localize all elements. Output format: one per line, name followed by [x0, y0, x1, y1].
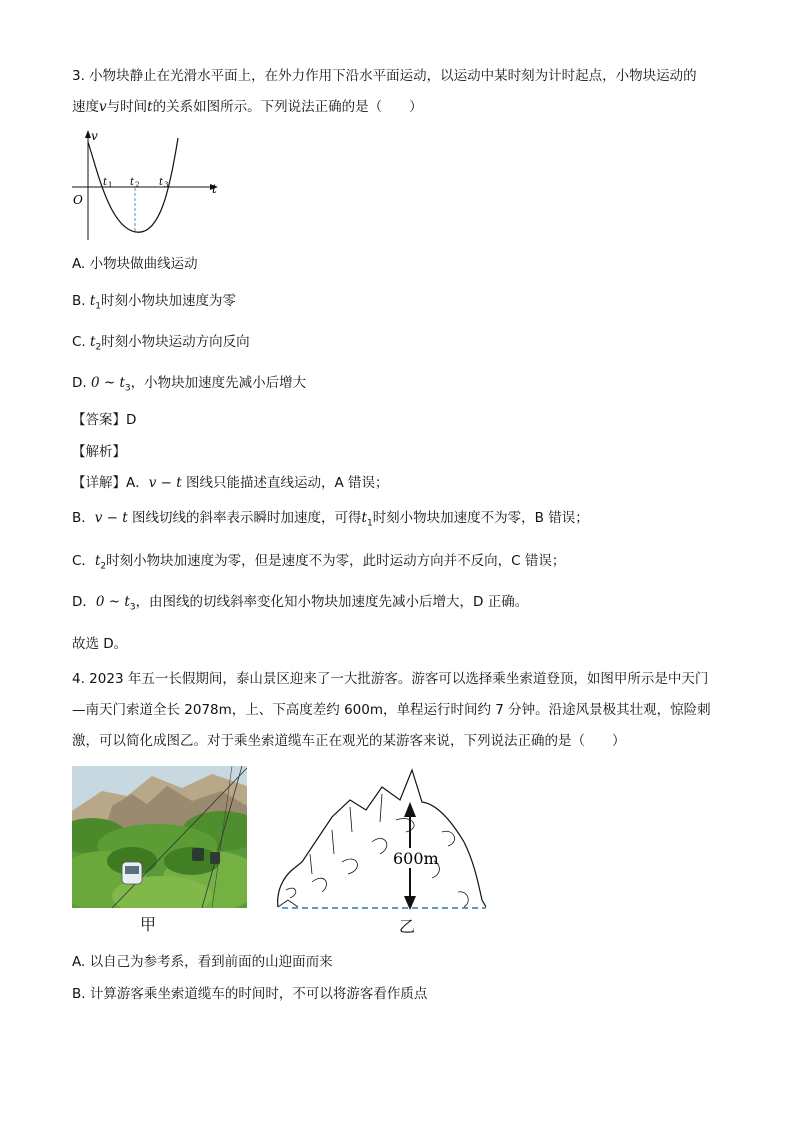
option-text: 时刻小物块运动方向反向	[101, 334, 250, 350]
var-t: t	[94, 553, 101, 569]
t3-label: t	[159, 177, 164, 188]
q3-stem-text: 与时间	[106, 99, 148, 115]
subscript: 1	[95, 301, 102, 312]
option-text: ，小物块加速度先减小后增大	[130, 375, 307, 391]
conclusion: 故选 D。	[72, 636, 128, 652]
caption-yi: 乙	[399, 917, 416, 936]
q4-option-a: A. 以自己为参考系，看到前面的山迎面而来	[72, 954, 333, 970]
detail-d	[72, 592, 528, 618]
subscript: 3	[124, 383, 131, 394]
q3-option-d	[72, 373, 306, 399]
range-math: 0 ~ t	[95, 594, 130, 610]
detail-text: 图线切线的斜率表示瞬时加速度，可得	[127, 510, 362, 526]
cable-car-photo	[72, 766, 247, 908]
subscript: 3	[129, 602, 136, 613]
q4-stem-line2: —南天门索道全长 2078m，上、下高度差约 600m，单程运行时间约 7 分钟。沿途风景极其壮观，惊险刺	[72, 702, 711, 718]
range-math: 0 ~ t	[90, 375, 125, 391]
t3-subscript: 3	[164, 181, 169, 189]
y-axis-label: v	[91, 129, 98, 143]
detail-text: 图线只能描述直线运动，A 错误；	[181, 475, 389, 491]
q3-stem-text: 的关系如图所示。下列说法正确的是（ ）	[152, 99, 423, 115]
origin-label: O	[73, 193, 83, 207]
q3-stem-line1: 3. 小物块静止在光滑水平面上，在外力作用下沿水平面运动，以运动中某时刻为计时起点，小物块运动的	[72, 68, 697, 84]
q3-stem-text: 速度	[72, 99, 99, 115]
x-axis-label: t	[212, 182, 217, 196]
detail-text: ，由图线的切线斜率变化知小物块加速度先减小后增大，D 正确。	[135, 594, 529, 610]
detail-prefix: D．	[72, 594, 96, 610]
option-letter: C.	[72, 334, 91, 350]
subscript: 2	[95, 342, 102, 353]
var-t: t	[89, 293, 96, 309]
height-arrow-top	[404, 802, 416, 817]
option-letter: B.	[72, 293, 90, 309]
subscript: 2	[100, 561, 107, 572]
math-vt: v − t	[94, 510, 128, 526]
var-t: t	[147, 99, 153, 115]
detail-text: 时刻小物块加速度为零，但是速度不为零，此时运动方向并不反向，C 错误；	[106, 553, 566, 569]
t2-subscript: 2	[135, 181, 140, 189]
option-text: 时刻小物块加速度为零	[101, 293, 237, 309]
vt-graph	[70, 128, 230, 243]
t2-label: t	[130, 177, 135, 188]
analysis-label: 【解析】	[72, 444, 126, 460]
var-t: t	[361, 510, 367, 526]
var-t: t	[90, 334, 96, 350]
math-vt: v − t	[148, 475, 182, 491]
q3-option-c	[72, 332, 250, 358]
q4-option-b: B. 计算游客乘坐索道缆车的时间时，不可以将游客看作质点	[72, 986, 428, 1002]
mountain-diagram	[272, 762, 492, 914]
q3-option-a: A. 小物块做曲线运动	[72, 256, 198, 272]
height-label: 600m	[393, 849, 439, 868]
q3-stem-line2	[72, 97, 423, 117]
detail-b	[72, 508, 589, 534]
caption-jia: 甲	[140, 915, 157, 934]
q3-option-b	[72, 291, 236, 317]
q4-stem-line1: 4. 2023 年五一长假期间，泰山景区迎来了一大批游客。游客可以选择乘坐索道登顶，如图甲所示是中天门	[72, 671, 709, 687]
detail-text: 时刻小物块加速度不为零，B 错误；	[372, 510, 589, 526]
subscript: 1	[366, 518, 373, 529]
detail-prefix: C．	[72, 553, 95, 569]
t1-subscript: 1	[108, 181, 113, 189]
option-letter: D.	[72, 375, 91, 391]
detail-prefix: B．	[72, 510, 95, 526]
detail-prefix: 【详解】A．	[72, 475, 149, 491]
detail-a	[72, 473, 389, 493]
t1-label: t	[103, 177, 108, 188]
q4-stem-line3: 激，可以简化成图乙。对于乘坐索道缆车正在观光的某游客来说，下列说法正确的是（ ）	[72, 733, 626, 749]
detail-c	[72, 551, 565, 577]
answer-label: 【答案】D	[72, 412, 137, 428]
var-v: v	[99, 99, 107, 115]
